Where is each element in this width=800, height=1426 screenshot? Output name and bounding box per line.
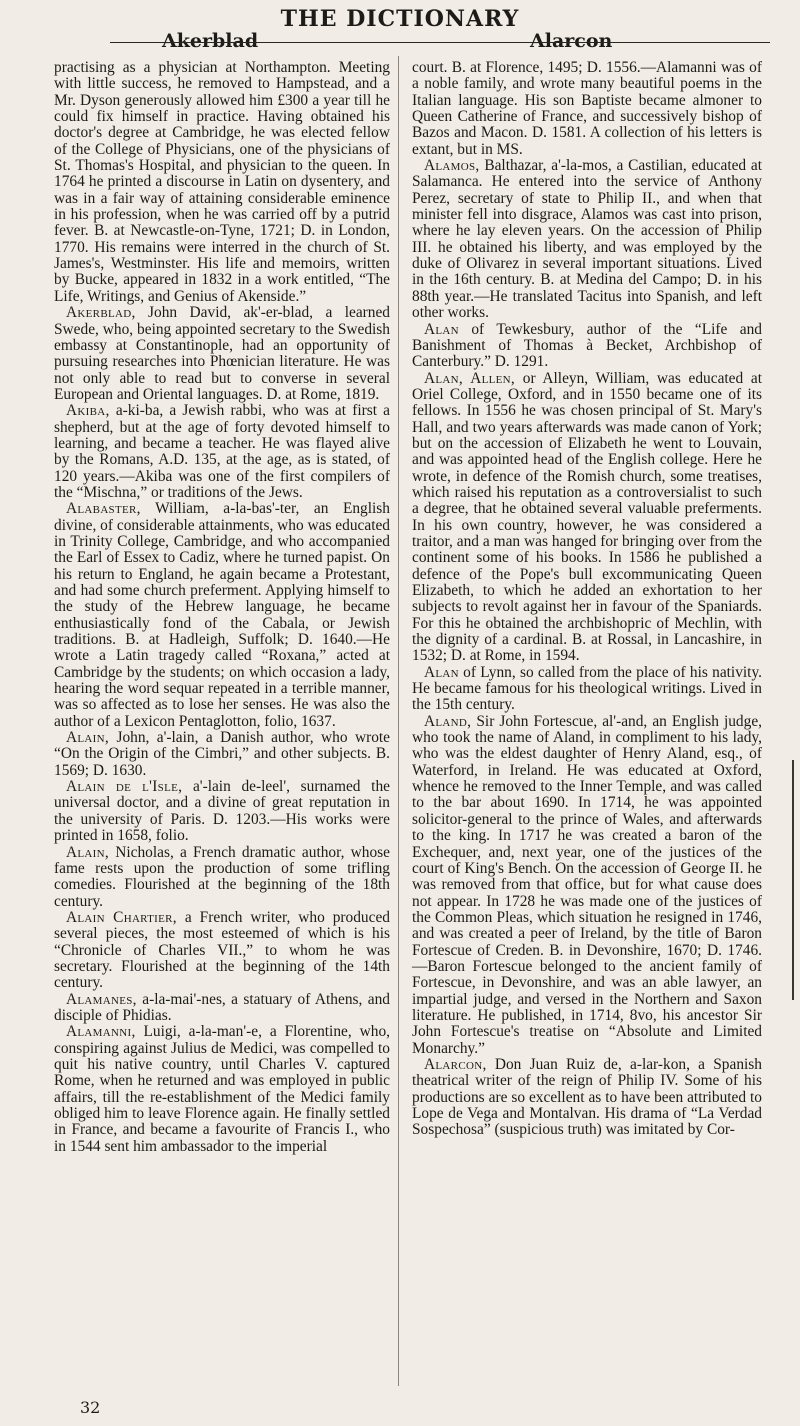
left-column [54, 60, 390, 1155]
entry-headword: Aland, [424, 712, 472, 730]
dictionary-entry [54, 305, 390, 403]
entry-headword: Alabaster, [66, 500, 141, 518]
entry-headword: Alamanes, [66, 990, 137, 1008]
column-divider [398, 56, 399, 1386]
entry-text: court. B. at Florence, 1495; D. 1556.—Alamanni was of a noble family, and wrote many beautiful poems in the Italian language. His son Baptiste became almoner to Queen Catherine of France, and successively bishop of Bazos and Macon. D. 1581. A collection of his letters is extant, but in MS. [412, 59, 762, 158]
entry-text: of Tewkesbury, author of the “Life and Banishment of Thomas à Becket, Archbishop of Canterbury.” D. 1291. [412, 320, 762, 371]
dictionary-entry [54, 910, 390, 992]
binding-edge-mark [792, 760, 800, 1000]
dictionary-entry [412, 371, 762, 665]
entry-headword: Alain, [66, 843, 110, 861]
page-header-title: THE DICTIONARY [280, 6, 520, 32]
entry-text: William, a-la-bas'-ter, an English divine, of considerable attainments, who was educated in Trinity College, Cambridge, and who accompanied the Earl of Essex to Cadiz, where he turned papist. On his return to England, he again became a Protestant, and had some church preferment. Applying himself to the study of the Hebrew language, he became enthusiastically fond of the Cabala, or Jewish traditions. B. at Hadleigh, Suffolk; D. 1640.—He wrote a Latin tragedy called “Roxana,” acted at Cambridge by the students; on which occasion a lady, hearing the word sequar repeated in a terrible manner, was so affected as to lose her senses. He was also the author of a Lexicon Pentaglotton, folio, 1637. [54, 500, 390, 730]
dictionary-entry [54, 60, 390, 305]
entry-headword: Alain, [66, 729, 110, 747]
dictionary-entry [54, 730, 390, 779]
right-column [412, 60, 762, 1139]
left-running-headword: Akerblad [162, 30, 259, 52]
entry-text: Luigi, a-la-man'-e, a Florentine, who, conspiring against Julius de Medici, was compelled to quit his native country, until Charles V. captured Rome, when he returned and was employed in public affairs, till the re-establishment of the Medici family obliged him to leave Florence again. He finally settled in France, and became a favourite of Francis I., who in 1544 sent him ambassador to the imperial [54, 1023, 390, 1155]
entry-text: Sir John Fortescue, al'-and, an English judge, who took the name of Aland, in compliment to his lady, who was the eldest daughter of Henry Aland, esq., of Waterford, in Ireland. He was educated at Oxford, whence he removed to the Inner Temple, and was called to the bar about 1690. In 1714, he was appointed solicitor-general to the prince of Wales, and afterwards to the king. In 1717 he was created a baron of the Exchequer, and, next year, one of the justices of the court of King's Bench. On the accession of George II. he was removed from that office, but for what cause does not appear. In 1728 he was made one of the justices of the Common Pleas, which situation he resigned in 1746, and was created a peer of Ireland, by the title of Baron Fortescue of Creden. B. in Devonshire, 1670; D. 1746.—Baron Fortescue belonged to the ancient family of Fortescue, in Devonshire, and was an able lawyer, an impartial judge, and versed in the Northern and Saxon literature. He published, in 1714, 8vo, his ancestor Sir John Fortescue's treatise on “Absolute and Limited Monarchy.” [412, 712, 762, 1057]
right-running-headword: Alarcon [530, 30, 613, 52]
dictionary-entry [412, 158, 762, 321]
entry-headword: Alamos, [424, 157, 480, 175]
dictionary-entry [54, 845, 390, 910]
dictionary-entry [412, 60, 762, 158]
dictionary-entry [54, 403, 390, 501]
dictionary-entry [412, 322, 762, 371]
entry-headword: Alain Chartier, [66, 908, 177, 926]
entry-text: Balthazar, a'-la-mos, a Castilian, educated at Salamanca. He entered into the service of Anthony Perez, secretary of state to Philip II., and when that minister fell into disgrace, Alamos was cast into prison, where he lay eleven years. On the accession of Philip III. he obtained his liberty, and was employed by the duke of Olivarez in several important situations. Lived in the 16th century. B. at Medina del Campo; D. in his 88th year.—He translated Tacitus into Spanish, and left other works. [412, 157, 762, 322]
entry-headword: Alarcon, [424, 1055, 487, 1073]
entry-headword: Alan [424, 320, 459, 338]
entry-headword: Alamanni, [66, 1023, 136, 1041]
entry-text: John David, ak'-er-blad, a learned Swede, who, being appointed secretary to the Swedish embassy at Constantinople, had an opportunity of pursuing researches into Phœnician literature. He was not only able to read but to converse in several European and Oriental languages. D. at Rome, 1819. [54, 304, 390, 403]
dictionary-entry [412, 1057, 762, 1139]
entry-text: John, a'-lain, a Danish author, who wrote “On the Origin of the Cimbri,” and other subjects. B. 1569; D. 1630. [54, 729, 390, 779]
entry-headword: Akerblad, [66, 304, 136, 322]
entry-text: of Lynn, so called from the place of his nativity. He became famous for his theological writings. Lived in the 15th century. [412, 663, 762, 714]
dictionary-entry [54, 1024, 390, 1155]
header-rule [110, 42, 770, 43]
entry-text: a French writer, who produced several pieces, the most esteemed of which is his “Chronicle of Charles VII.,” to whom he was secretary. Flourished at the beginning of the 14th century. [54, 908, 390, 992]
entry-text: a'-lain de-leel', surnamed the universal doctor, and a divine of great reputation in the university of Paris. D. 1203.—His works were printed in 1658, folio. [54, 778, 390, 845]
entry-text: or Alleyn, William, was educated at Oriel College, Oxford, and in 1550 became one of its fellows. In 1556 he was chosen principal of St. Mary's Hall, and two years afterwards was made canon of York; but on the accession of Elizabeth he went to Louvain, and was appointed head of the English college. Here he wrote, in defence of the Romish church, some treatises, which raised his reputation as a controversialist to such a degree, that he obtained several valuable preferments. In his own country, however, he was considered a traitor, and a man was hanged for bringing over from the continent some of his books. In 1586 he published a defence of the Pope's bull excommunicating Queen Elizabeth, to which he added an exhortation to her subjects to revolt against her in favour of the Spaniards. For this he obtained the archbishopric of Mechlin, with the dignity of a cardinal. B. at Rossal, in Lancashire, in 1532; D. at Rome, in 1594. [412, 369, 762, 665]
dictionary-entry [412, 714, 762, 1057]
dictionary-entry [54, 779, 390, 844]
entry-headword: Akiba, [66, 402, 110, 420]
entry-headword: Alain de l'Isle, [66, 778, 183, 796]
entry-text: a-ki-ba, a Jewish rabbi, who was at first a shepherd, but at the age of forty devoted himself to learning, and became a teacher. He was flayed alive by the Romans, A.D. 135, at the age, as is stated, of 120 years.—Akiba was one of the first compilers of the “Mischna,” or traditions of the Jews. [54, 402, 390, 501]
entry-headword: Alan [424, 663, 459, 681]
entry-text: Don Juan Ruiz de, a-lar-kon, a Spanish theatrical writer of the reign of Philip IV. Some of his productions are so excellent as to have been attributed to Lope de Vega and Montalvan. His drama of “La Verdad Sospechosa” (suspicious truth) was imitated by Cor- [412, 1055, 762, 1139]
dictionary-entry [412, 665, 762, 714]
page-number: 32 [80, 1398, 101, 1417]
dictionary-entry [54, 501, 390, 730]
entry-text: Nicholas, a French dramatic author, whose fame rests upon the production of some trifling comedies. Flourished at the beginning of the 18th century. [54, 843, 390, 910]
entry-headword: Alan, Allen, [424, 369, 516, 387]
entry-text: practising as a physician at Northampton. Meeting with little success, he removed to Hampstead, and a Mr. Dyson generously allowed him £300 a year till he could fix himself in practice. Having obtained his doctor's degree at Cambridge, he was elected fellow of the College of Physicians, one of the physicians of St. Thomas's Hospital, and physician to the queen. In 1764 he printed a discourse in Latin on dysentery, and was in a fair way of attaining considerable eminence in his profession, when he was carried off by a putrid fever. B. at Newcastle-on-Tyne, 1721; D. in London, 1770. His remains were interred in the church of St. James's, Westminster. His life and memoirs, written by Bucke, appeared in 1832 in a work entitled, “The Life, Writings, and Genius of Akenside.” [54, 59, 390, 305]
dictionary-entry [54, 992, 390, 1025]
entry-text: a-la-mai'-nes, a statuary of Athens, and disciple of Phidias. [54, 990, 390, 1024]
